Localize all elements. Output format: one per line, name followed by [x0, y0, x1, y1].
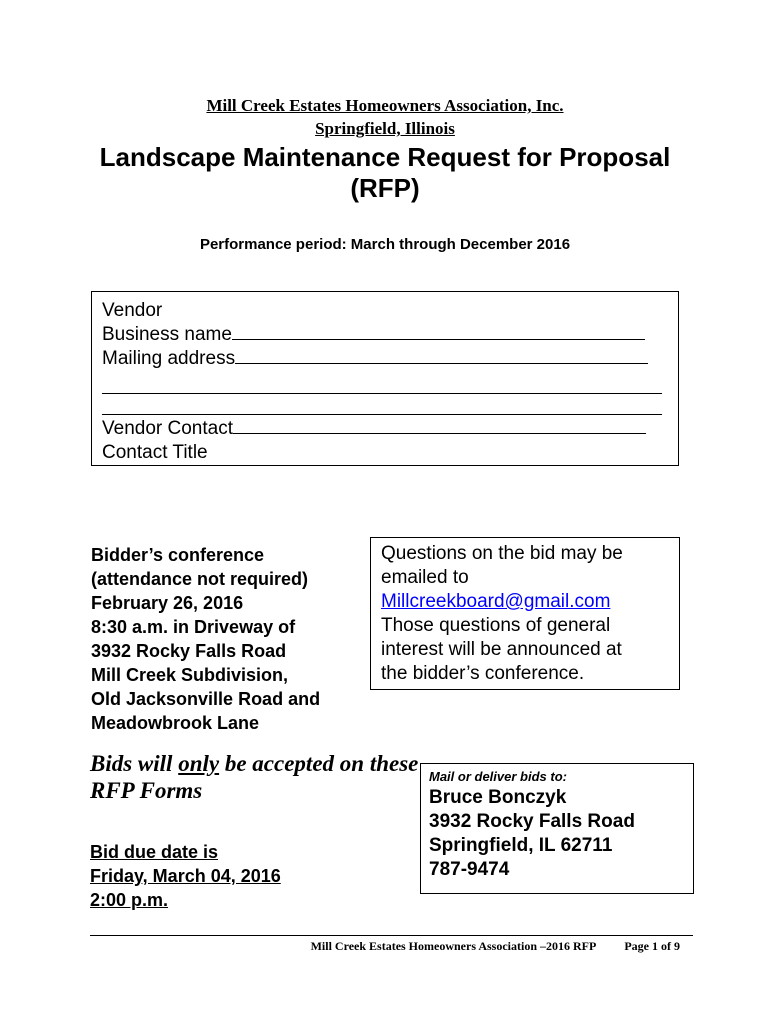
due-date-line: Bid due date is [90, 842, 219, 862]
bids-notice-text: be accepted on these [219, 751, 419, 776]
due-date-line: 2:00 p.m. [90, 890, 169, 910]
bidders-conference [91, 543, 320, 735]
conference-line: (attendance not required) [91, 569, 309, 589]
conference-line: 8:30 a.m. in Driveway of [91, 617, 296, 637]
mail-to-label: Mail or deliver bids to: [429, 769, 567, 784]
performance-period: Performance period: March through December 2016 [199, 236, 571, 253]
mail-to-street: 3932 Rocky Falls Road [429, 811, 635, 832]
vendor-contact-field[interactable] [233, 417, 646, 434]
mail-to-box [420, 763, 694, 894]
mailing-address-line-2[interactable] [102, 371, 662, 394]
mail-to-phone: 787-9474 [429, 859, 510, 880]
footer [90, 939, 680, 954]
conference-line: 3932 Rocky Falls Road [91, 641, 287, 661]
conference-line: Old Jacksonville Road and [91, 689, 321, 709]
questions-text: Those questions of general [381, 615, 611, 636]
bids-notice-text: Bids will [90, 751, 179, 776]
conference-line: February 26, 2016 [91, 593, 244, 613]
conference-line: Bidder’s conference [91, 545, 265, 565]
bids-notice [90, 750, 418, 804]
vendor-heading: Vendor [102, 300, 163, 321]
org-location: Springfield, Illinois [315, 119, 455, 138]
questions-box [370, 537, 680, 690]
questions-text: Questions on the bid may be [381, 543, 623, 564]
bids-notice-emphasis: only [178, 751, 220, 776]
page-number: Page 1 of 9 [624, 939, 680, 953]
questions-text: emailed to [381, 567, 469, 588]
due-date-line: Friday, March 04, 2016 [90, 866, 281, 886]
conference-line: Meadowbrook Lane [91, 713, 260, 733]
org-name: Mill Creek Estates Homeowners Association, Inc. [206, 96, 564, 115]
questions-text: the bidder’s conference. [381, 663, 585, 684]
conference-line: Mill Creek Subdivision, [91, 665, 289, 685]
footer-rule [90, 935, 693, 936]
mailing-address-field[interactable] [235, 347, 648, 364]
mail-to-name: Bruce Bonczyk [429, 787, 567, 808]
page-title-rfp: (RFP) [350, 173, 420, 203]
mailing-address-label: Mailing address [102, 348, 236, 369]
vendor-contact-label: Vendor Contact [102, 418, 233, 439]
page-title: Landscape Maintenance Request for Proposal [99, 142, 671, 172]
business-name-label: Business name [102, 324, 232, 345]
mailing-address-line-3[interactable] [102, 394, 662, 415]
email-link[interactable]: Millcreekboard@gmail.com [381, 591, 611, 612]
questions-text: interest will be announced at [381, 639, 622, 660]
vendor-form [91, 291, 679, 466]
bids-notice-text: RFP Forms [90, 778, 203, 803]
mail-to-city: Springfield, IL 62711 [429, 835, 613, 856]
bid-due-date [90, 840, 281, 912]
business-name-field[interactable] [232, 323, 645, 340]
contact-title-label: Contact Title [102, 442, 208, 463]
footer-text: Mill Creek Estates Homeowners Association –2016 RFP [310, 939, 597, 953]
